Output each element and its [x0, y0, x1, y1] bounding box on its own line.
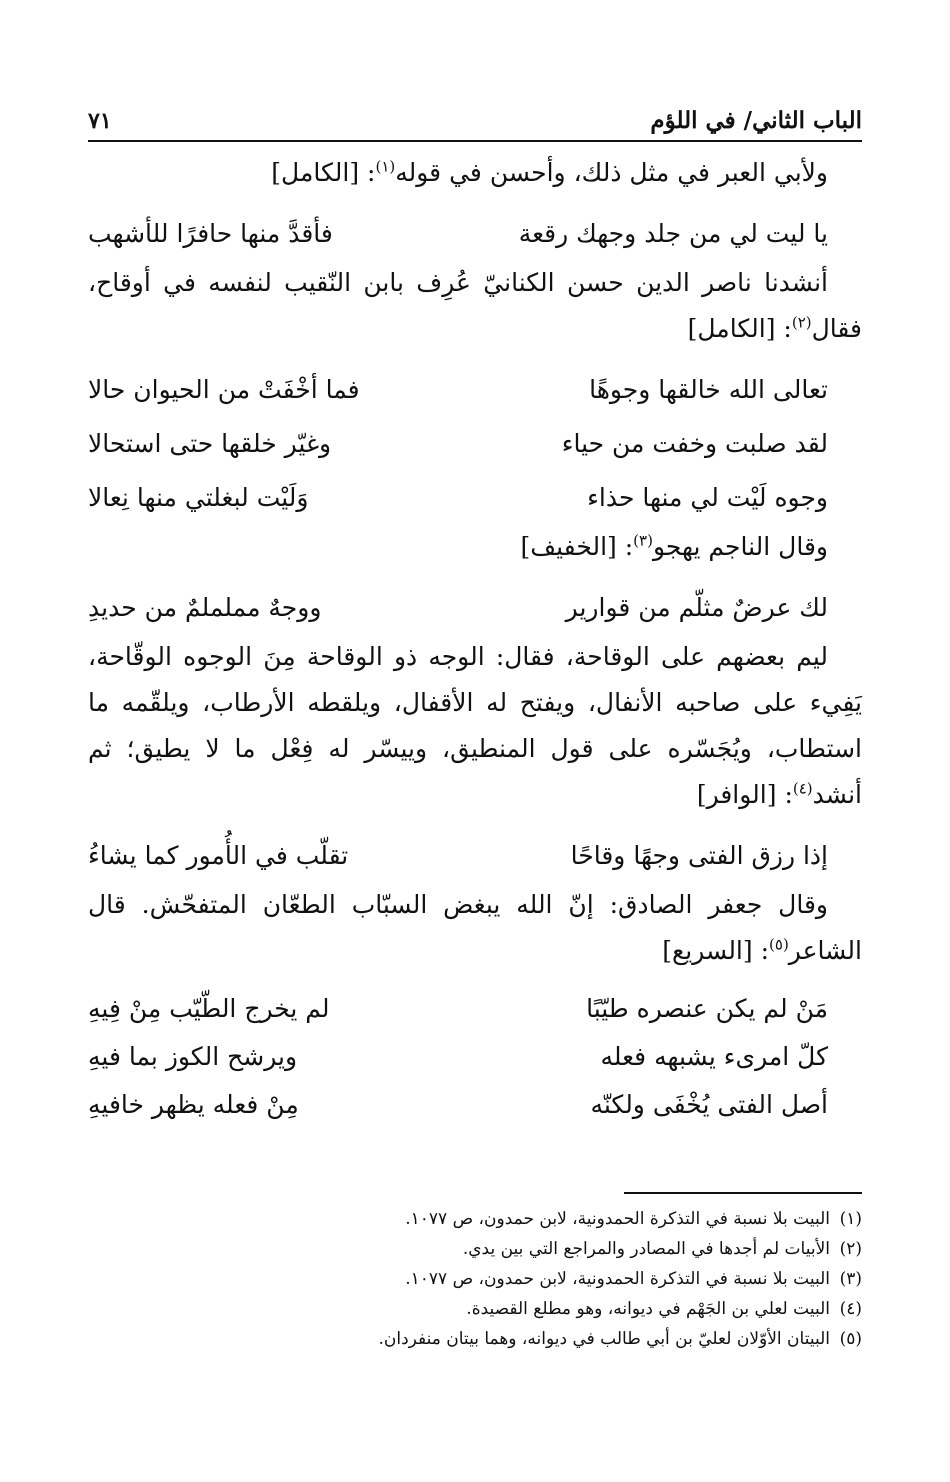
meter-label: [الوافر]	[696, 780, 777, 809]
footnote-number: (١)	[839, 1209, 862, 1229]
page-header	[88, 100, 862, 142]
verse-second-hemistich: وَلَيْت لبغلتي منها نِعالا	[88, 482, 309, 512]
verse-first-hemistich: وجوه لَيْت لي منها حذاء	[587, 482, 828, 512]
footnotes	[88, 1204, 862, 1354]
footnote-item	[88, 1204, 862, 1234]
verse-line	[88, 984, 862, 1032]
prose-paragraph: أنشدنا ناصر الدين حسن الكنانيّ عُرِف بابن النّقيب لنفسه في أوقاح، فقال$^{(٢)}$: [الكامل]	[88, 268, 862, 343]
verse-second-hemistich: ويرشح الكوز بما فيهِ	[88, 1041, 298, 1071]
footnote-ref[interactable]: (٣)	[633, 531, 653, 550]
verse-second-hemistich: وغيّر خلقها حتى استحالا	[88, 428, 332, 458]
verse-line	[88, 362, 862, 416]
verse-first-hemistich: لقد صلبت وخفت من حياء	[561, 428, 828, 458]
prose-paragraph: ولأبي العبر في مثل ذلك، وأحسن في قوله$^{(١)}$: [الكامل]	[271, 157, 828, 187]
verse-line	[88, 580, 862, 634]
footnote-number: (٣)	[839, 1269, 862, 1289]
footnote-text: البيتان الأوّلان لعليّ بن أبي طالب في ديوانه، وهما بيتان منفردان.	[378, 1329, 830, 1349]
verse-first-hemistich: يا ليت لي من جلد وجهك رقعة	[518, 218, 828, 248]
verse-first-hemistich: كلّ امرىء يشبهه فعله	[600, 1041, 828, 1071]
footnote-item	[88, 1264, 862, 1294]
verse-second-hemistich: مِنْ فعله يظهر خافيهِ	[88, 1089, 299, 1119]
footnote-text: الأبيات لم أجدها في المصادر والمراجع التي بين يدي.	[462, 1239, 830, 1259]
page-number: ٧١	[88, 108, 112, 134]
footnote-separator	[624, 1192, 862, 1194]
verse-second-hemistich: لم يخرج الطّيّب مِنْ فِيهِ	[88, 993, 330, 1023]
footnote-text: البيت لعلي بن الجَهْم في ديوانه، وهو مطلع القصيدة.	[466, 1299, 830, 1319]
meter-label: [السريع]	[662, 936, 753, 965]
prose-paragraph: ليم بعضهم على الوقاحة، فقال: الوجه ذو الوقاحة مِنَ الوجوه الوقّاحة، يَفِيء على صاحبه الأنفال، ويفتح له الأقفال، ويلقطه الأرطاب، ويلقّمه ما استطاب، ويُجَسّره على قول المنطيق، وييسّر له فِعْل ما لا يطيق؛ ثم أنشد$^{(٤)}$: [الوافر]	[88, 642, 862, 809]
footnote-text: البيت بلا نسبة في التذكرة الحمدونية، لابن حمدون، ص ١٠٧٧.	[405, 1269, 830, 1289]
verse-first-hemistich: لك عرضٌ مثلّم من قوارير	[565, 592, 828, 622]
verse-second-hemistich: ووجهٌ مململمٌ من حديدِ	[88, 592, 322, 622]
prose-paragraph: وقال جعفر الصادق: إنّ الله يبغض السبّاب الطعّان المتفحّش. قال الشاعر$^{(٥)}$: [السريع]	[88, 890, 862, 965]
verse-line	[88, 1080, 862, 1128]
footnote-number: (٢)	[839, 1239, 862, 1259]
verse-line	[88, 1032, 862, 1080]
meter-label: [الكامل]	[687, 314, 776, 343]
running-title: الباب الثاني/ في اللؤم	[650, 107, 862, 134]
prose-paragraph: وقال الناجم يهجو$^{(٣)}$: [الخفيف]	[520, 531, 828, 561]
footnote-ref[interactable]: (١)	[375, 157, 396, 176]
footnote-ref[interactable]: (٤)	[792, 779, 813, 798]
verse-first-hemistich: أصل الفتى يُخْفَى ولكنّه	[590, 1089, 828, 1119]
verse-first-hemistich: إذا رزق الفتى وجهًا وقاحًا	[570, 840, 828, 870]
footnote-text: البيت بلا نسبة في التذكرة الحمدونية، لابن حمدون، ص ١٠٧٧.	[405, 1209, 830, 1229]
verse-second-hemistich: فأقدَّ منها حافرًا للأشهب	[88, 218, 333, 248]
verse-line	[88, 828, 862, 882]
footnote-ref[interactable]: (٥)	[769, 935, 789, 954]
meter-label: [الخفيف]	[520, 532, 617, 561]
footnote-number: (٥)	[839, 1329, 862, 1349]
verse-line	[88, 206, 862, 260]
verse-first-hemistich: مَنْ لم يكن عنصره طيّبًا	[586, 993, 828, 1023]
footnote-number: (٤)	[839, 1299, 862, 1319]
verse-second-hemistich: فما أخْفَتْ من الحيوان حالا	[88, 374, 360, 404]
page-body	[88, 150, 862, 1128]
footnote-item	[88, 1324, 862, 1354]
footnote-item	[88, 1234, 862, 1264]
verse-line	[88, 416, 862, 470]
verse-line	[88, 470, 862, 524]
footnote-ref[interactable]: (٢)	[791, 313, 812, 332]
verse-first-hemistich: تعالى الله خالقها وجوهًا	[589, 374, 828, 404]
verse-second-hemistich: تقلّب في الأُمور كما يشاءُ	[88, 840, 349, 870]
footnote-item	[88, 1294, 862, 1324]
meter-label: [الكامل]	[271, 158, 360, 187]
